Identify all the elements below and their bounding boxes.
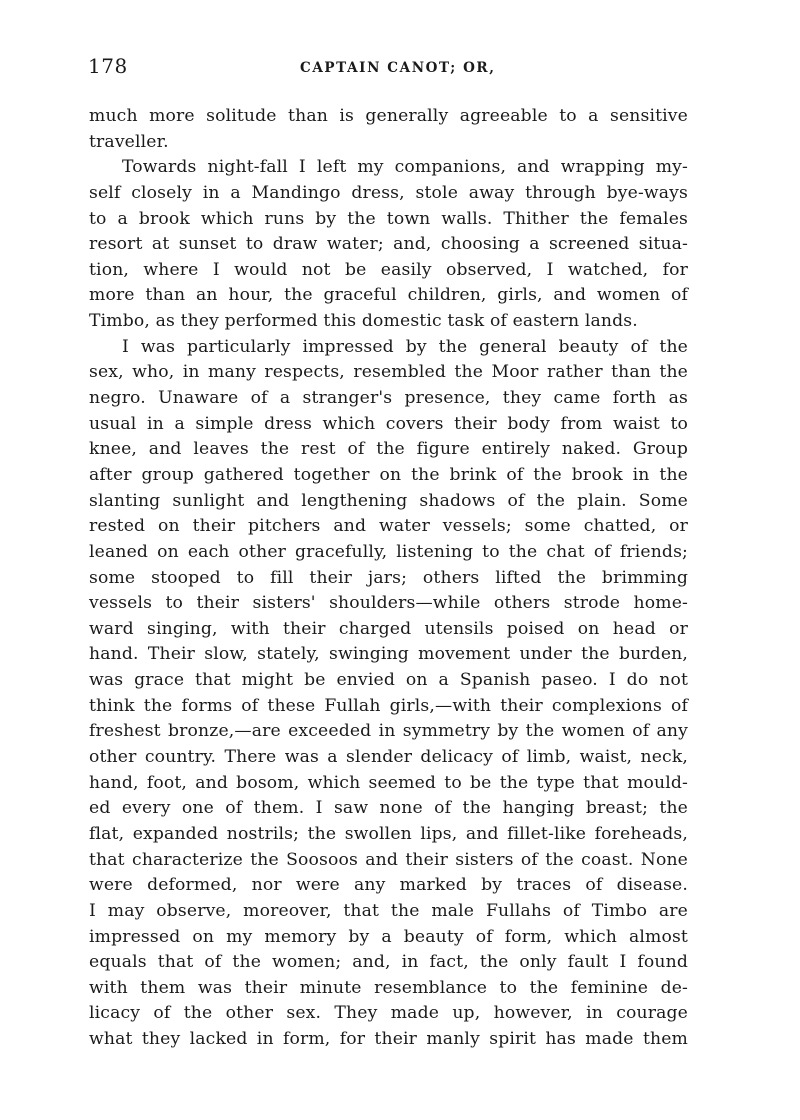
text-line: I may observe, moreover, that the male Fullahs of Timbo are — [89, 900, 688, 921]
text-line: vessels to their sisters' shoulders—while others strode home- — [89, 593, 688, 614]
text-line: hand, foot, and bosom, which seemed to be the type that mould- — [89, 772, 688, 793]
text-line: ed every one of them. I saw none of the hanging breast; the — [89, 798, 688, 819]
text-line: leaned on each other gracefully, listening to the chat of friends; — [89, 541, 688, 562]
text-line: flat, expanded nostrils; the swollen lips, and fillet-like foreheads, — [89, 823, 688, 844]
text-line: freshest bronze,—are exceeded in symmetry by the women of any — [89, 721, 688, 742]
text-line: resort at sunset to draw water; and, choosing a screened situa- — [89, 234, 688, 255]
text-line: impressed on my memory by a beauty of form, which almost — [89, 926, 688, 947]
text-line: think the forms of these Fullah girls,—with their complexions of — [89, 695, 688, 716]
text-line: with them was their minute resemblance to the feminine de- — [89, 977, 688, 998]
text-line: traveller. — [89, 131, 169, 152]
paragraph-start-line: Towards night-fall I left my companions, and wrapping my- — [122, 157, 688, 178]
text-line: rested on their pitchers and water vessels; some chatted, or — [89, 516, 688, 537]
paragraph-start-line: I was particularly impressed by the general beauty of the — [122, 336, 688, 357]
text-line: other country. There was a slender delicacy of limb, waist, neck, — [89, 747, 688, 768]
text-line: hand. Their slow, stately, swinging movement under the burden, — [89, 644, 688, 665]
text-line: what they lacked in form, for their manly spirit has made them — [89, 1029, 688, 1050]
page-number: 178 — [88, 54, 128, 78]
text-line: self closely in a Mandingo dress, stole away through bye-ways — [89, 182, 688, 203]
text-line: licacy of the other sex. They made up, however, in courage — [89, 1003, 688, 1024]
text-line: to a brook which runs by the town walls. Thither the females — [89, 208, 688, 229]
text-line: sex, who, in many respects, resembled the Moor rather than the — [89, 362, 688, 383]
text-line: knee, and leaves the rest of the figure entirely naked. Group — [89, 439, 688, 460]
body-text — [89, 104, 688, 1053]
text-line: more than an hour, the graceful children, girls, and women of — [89, 285, 688, 306]
text-line: Timbo, as they performed this domestic task of eastern lands. — [89, 311, 638, 332]
text-line: after group gathered together on the brink of the brook in the — [89, 464, 688, 485]
text-line: ward singing, with their charged utensils poised on head or — [89, 618, 688, 639]
text-line: was grace that might be envied on a Spanish paseo. I do not — [89, 670, 688, 691]
text-line: some stooped to fill their jars; others lifted the brimming — [89, 567, 688, 588]
page-header — [88, 54, 708, 84]
text-line: much more solitude than is generally agreeable to a sensitive — [89, 106, 688, 126]
text-line: slanting sunlight and lengthening shadows of the plain. Some — [89, 490, 688, 511]
text-line: negro. Unaware of a stranger's presence, they came forth as — [89, 388, 688, 409]
running-head: CAPTAIN CANOT; OR, — [300, 60, 496, 76]
text-line: equals that of the women; and, in fact, the only fault I found — [89, 952, 688, 973]
text-line: that characterize the Soosoos and their sisters of the coast. None — [89, 849, 688, 870]
text-line: were deformed, nor were any marked by traces of disease. — [89, 875, 688, 896]
text-line: tion, where I would not be easily observed, I watched, for — [89, 259, 688, 280]
text-line: usual in a simple dress which covers their body from waist to — [89, 413, 688, 434]
